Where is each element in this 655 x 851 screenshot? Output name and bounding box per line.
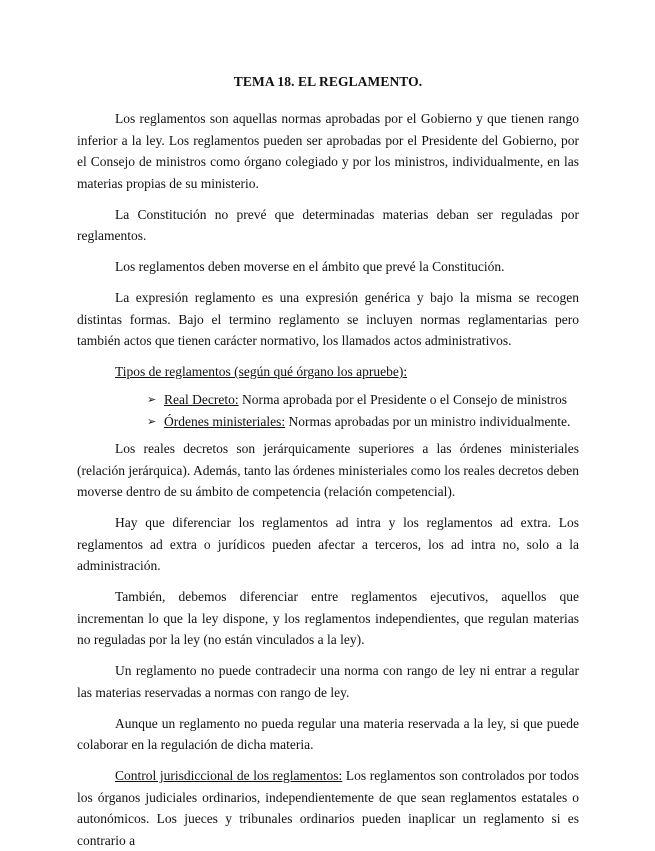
paragraph-contradecir: Un reglamento no puede contradecir una norma con rango de ley ni entrar a regular las materias reservadas a normas con rango de ley. xyxy=(77,663,579,700)
bullet-text: Norma aprobada por el Presidente o el Consejo de ministros xyxy=(238,392,568,407)
bullet-text: Normas aprobadas por un ministro individualmente. xyxy=(285,413,571,429)
paragraph-colaborar: Aunque un reglamento no pueda regular una materia reservada a la ley, si que puede colaborar en la regulación de dicha materia. xyxy=(77,715,579,752)
list-item xyxy=(147,389,579,411)
paragraph-jerarquia: Los reales decretos son jerárquicamente superiores a las órdenes ministeriales (relación jerárquica). Además, tanto las órdenes ministeriales como los reales decretos deben moverse dentro de su ámbito de competencia (relación competencial). xyxy=(77,441,579,499)
arrow-bullet-icon: ➢ xyxy=(147,414,157,428)
list-item xyxy=(147,411,579,433)
paragraph-ambito: Los reglamentos deben moverse en el ámbito que prevé la Constitución. xyxy=(115,259,505,274)
paragraph-ad-intra-extra: Hay que diferenciar los reglamentos ad intra y los reglamentos ad extra. Los reglamentos ad extra o jurídicos pueden afectar a terceros, los ad intra no, solo a la administración. xyxy=(77,515,579,573)
control-heading: Control jurisdiccional de los reglamentos: xyxy=(115,768,343,783)
paragraph-expresion: La expresión reglamento es una expresión genérica y bajo la misma se recogen distintas formas. Bajo el termino reglamento se incluyen normas reglamentarias pero también actos que tienen carácter normativo, los llamados actos administrativos. xyxy=(77,290,579,348)
control-text: Los reglamentos son controlados por todos los órganos judiciales ordinarios, independientemente de que sean reglamentos estatales o autonómicos. Los jueces y tribunales ordinarios pueden inaplicar un reglamento si es contrario a xyxy=(77,768,579,848)
paragraph-constitucion: La Constitución no prevé que determinadas materias deban ser reguladas por reglamentos. xyxy=(77,206,579,243)
arrow-bullet-icon: ➢ xyxy=(147,393,157,406)
paragraph-tipos xyxy=(77,361,579,383)
document-title: TEMA 18. EL REGLAMENTO. xyxy=(233,74,423,89)
paragraph-intro: Los reglamentos son aquellas normas aprobadas por el Gobierno y que tienen rango inferior a la ley. Los reglamentos pueden ser aprobadas por el Presidente del Gobierno, por el Consejo de ministros como órgano colegiado y por los ministros, individualmente, en las materias propias de su ministerio. xyxy=(77,111,579,191)
bullet-term: Real Decreto: xyxy=(164,392,239,407)
tipos-list xyxy=(77,389,579,432)
paragraph-ejecutivos: También, debemos diferenciar entre reglamentos ejecutivos, aquellos que incrementan lo que la ley dispone, y los reglamentos independientes, que regulan materias no reguladas por la ley (no están vinculados a la ley). xyxy=(77,589,579,647)
tipos-heading: Tipos de reglamentos (según qué órgano los apruebe): xyxy=(115,364,408,379)
bullet-term: Órdenes ministeriales: xyxy=(164,413,286,429)
paragraph-control xyxy=(77,765,579,851)
